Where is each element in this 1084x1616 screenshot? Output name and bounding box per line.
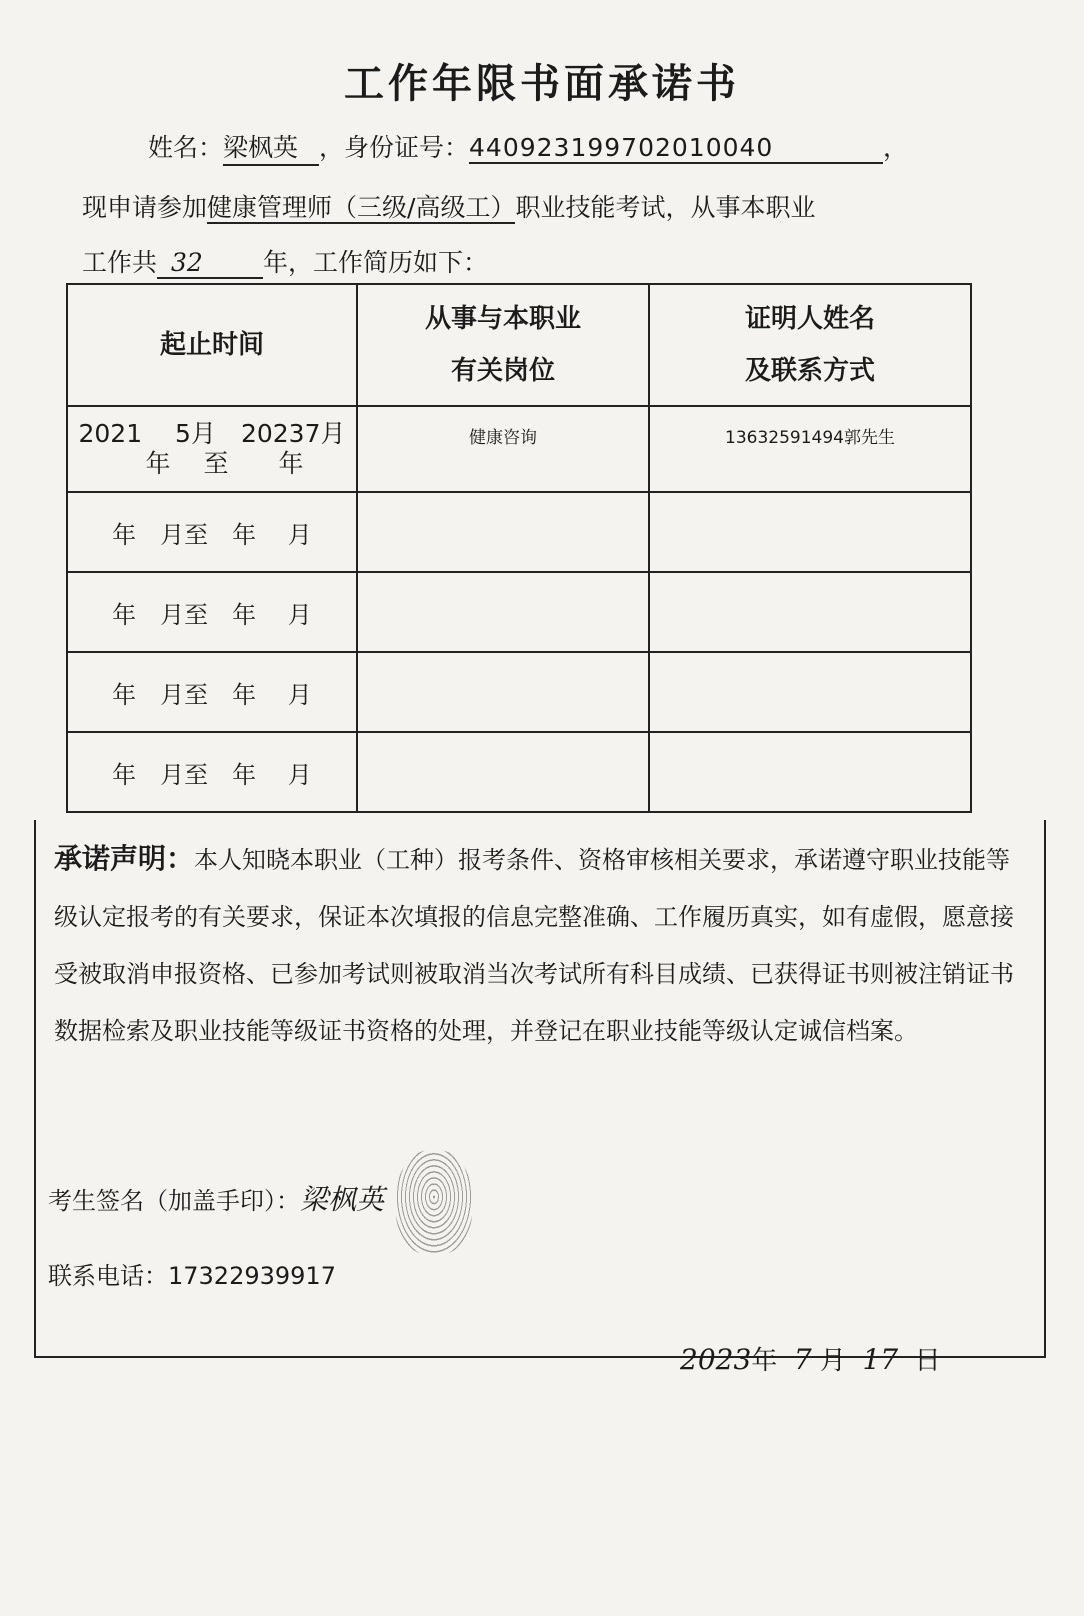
pledge-box	[34, 820, 1046, 1358]
exam-name: 健康管理师（三级/高级工）	[207, 193, 516, 222]
table-header-row	[67, 284, 971, 406]
sign-date	[680, 1340, 941, 1377]
period-line1: 2021 5月 20237月	[78, 419, 346, 448]
period-cell-blank: 年 月至 年 月	[67, 572, 357, 652]
years-suffix: 年，工作简历如下：	[263, 248, 489, 277]
signature: 梁枫英	[300, 1183, 385, 1216]
work-history-table	[66, 283, 972, 813]
date-day: 17	[862, 1343, 899, 1376]
date-year-label: 年	[751, 1346, 778, 1376]
years-line	[82, 243, 488, 279]
date-day-label: 日	[914, 1346, 941, 1376]
table-row	[67, 492, 971, 572]
position-cell-blank	[357, 652, 649, 732]
phone-label: 联系电话：	[48, 1262, 168, 1290]
id-number: 440923199702010040	[469, 133, 883, 164]
fingerprint-icon	[396, 1150, 472, 1254]
header-witness-line2: 及联系方式	[744, 356, 875, 386]
header-position	[357, 284, 649, 406]
position-cell-blank	[357, 732, 649, 812]
header-position-line2: 有关岗位	[450, 356, 555, 386]
pledge-statement	[54, 830, 1024, 1060]
table-row	[67, 732, 971, 812]
name-id-line	[148, 128, 908, 166]
apply-suffix: 职业技能考试，从事本职业	[515, 193, 816, 222]
pledge-body: 本人知晓本职业（工种）报考条件、资格审核相关要求，承诺遵守职业技能等级认定报考的有关要求，保证本次填报的信息完整准确、工作履历真实，如有虚假，愿意接受被取消申报资格、已参加考试则被取消当次考试所有科目成绩、已获得证书则被注销证书数据检索及职业技能等级证书资格的处理，并登记在职业技能等级认定诚信档案。	[54, 846, 1014, 1045]
name-value: 梁枫英	[223, 128, 319, 166]
date-year: 2023	[680, 1343, 752, 1376]
table-row	[67, 572, 971, 652]
table-row	[67, 652, 971, 732]
table-row	[67, 406, 971, 492]
document-title: 工作年限书面承诺书	[344, 61, 740, 107]
position-cell: 健康咨询	[357, 406, 649, 492]
header-period: 起止时间	[67, 284, 357, 406]
header-witness	[649, 284, 971, 406]
pledge-label: 承诺声明：	[54, 842, 195, 875]
header-position-line1: 从事与本职业	[424, 304, 581, 334]
period-cell	[67, 406, 357, 492]
period-cell-blank: 年 月至 年 月	[67, 492, 357, 572]
header-witness-line1: 证明人姓名	[744, 304, 875, 334]
position-cell-blank	[357, 492, 649, 572]
position-cell-blank	[357, 572, 649, 652]
witness-cell-blank	[649, 732, 971, 812]
phone-line	[48, 1256, 336, 1291]
period-cell-blank: 年 月至 年 月	[67, 732, 357, 812]
years-prefix: 工作共	[82, 248, 158, 277]
date-month-label: 月	[819, 1346, 846, 1376]
period-line2: 年 至 年	[120, 449, 304, 478]
name-label: 姓名：	[148, 133, 224, 162]
witness-cell: 13632591494郭先生	[649, 406, 971, 492]
application-line	[82, 188, 815, 224]
phone-value: 17322939917	[168, 1262, 336, 1290]
id-suffix: ，	[883, 133, 909, 162]
witness-cell-blank	[649, 492, 971, 572]
witness-cell-blank	[649, 652, 971, 732]
apply-prefix: 现申请参加	[82, 193, 208, 222]
id-label: ，身份证号：	[319, 133, 470, 162]
years-value: 32	[157, 248, 263, 279]
witness-cell-blank	[649, 572, 971, 652]
signature-line	[48, 1178, 384, 1218]
signature-label: 考生签名（加盖手印）：	[48, 1187, 300, 1215]
period-cell-blank: 年 月至 年 月	[67, 652, 357, 732]
date-month: 7	[793, 1343, 812, 1376]
